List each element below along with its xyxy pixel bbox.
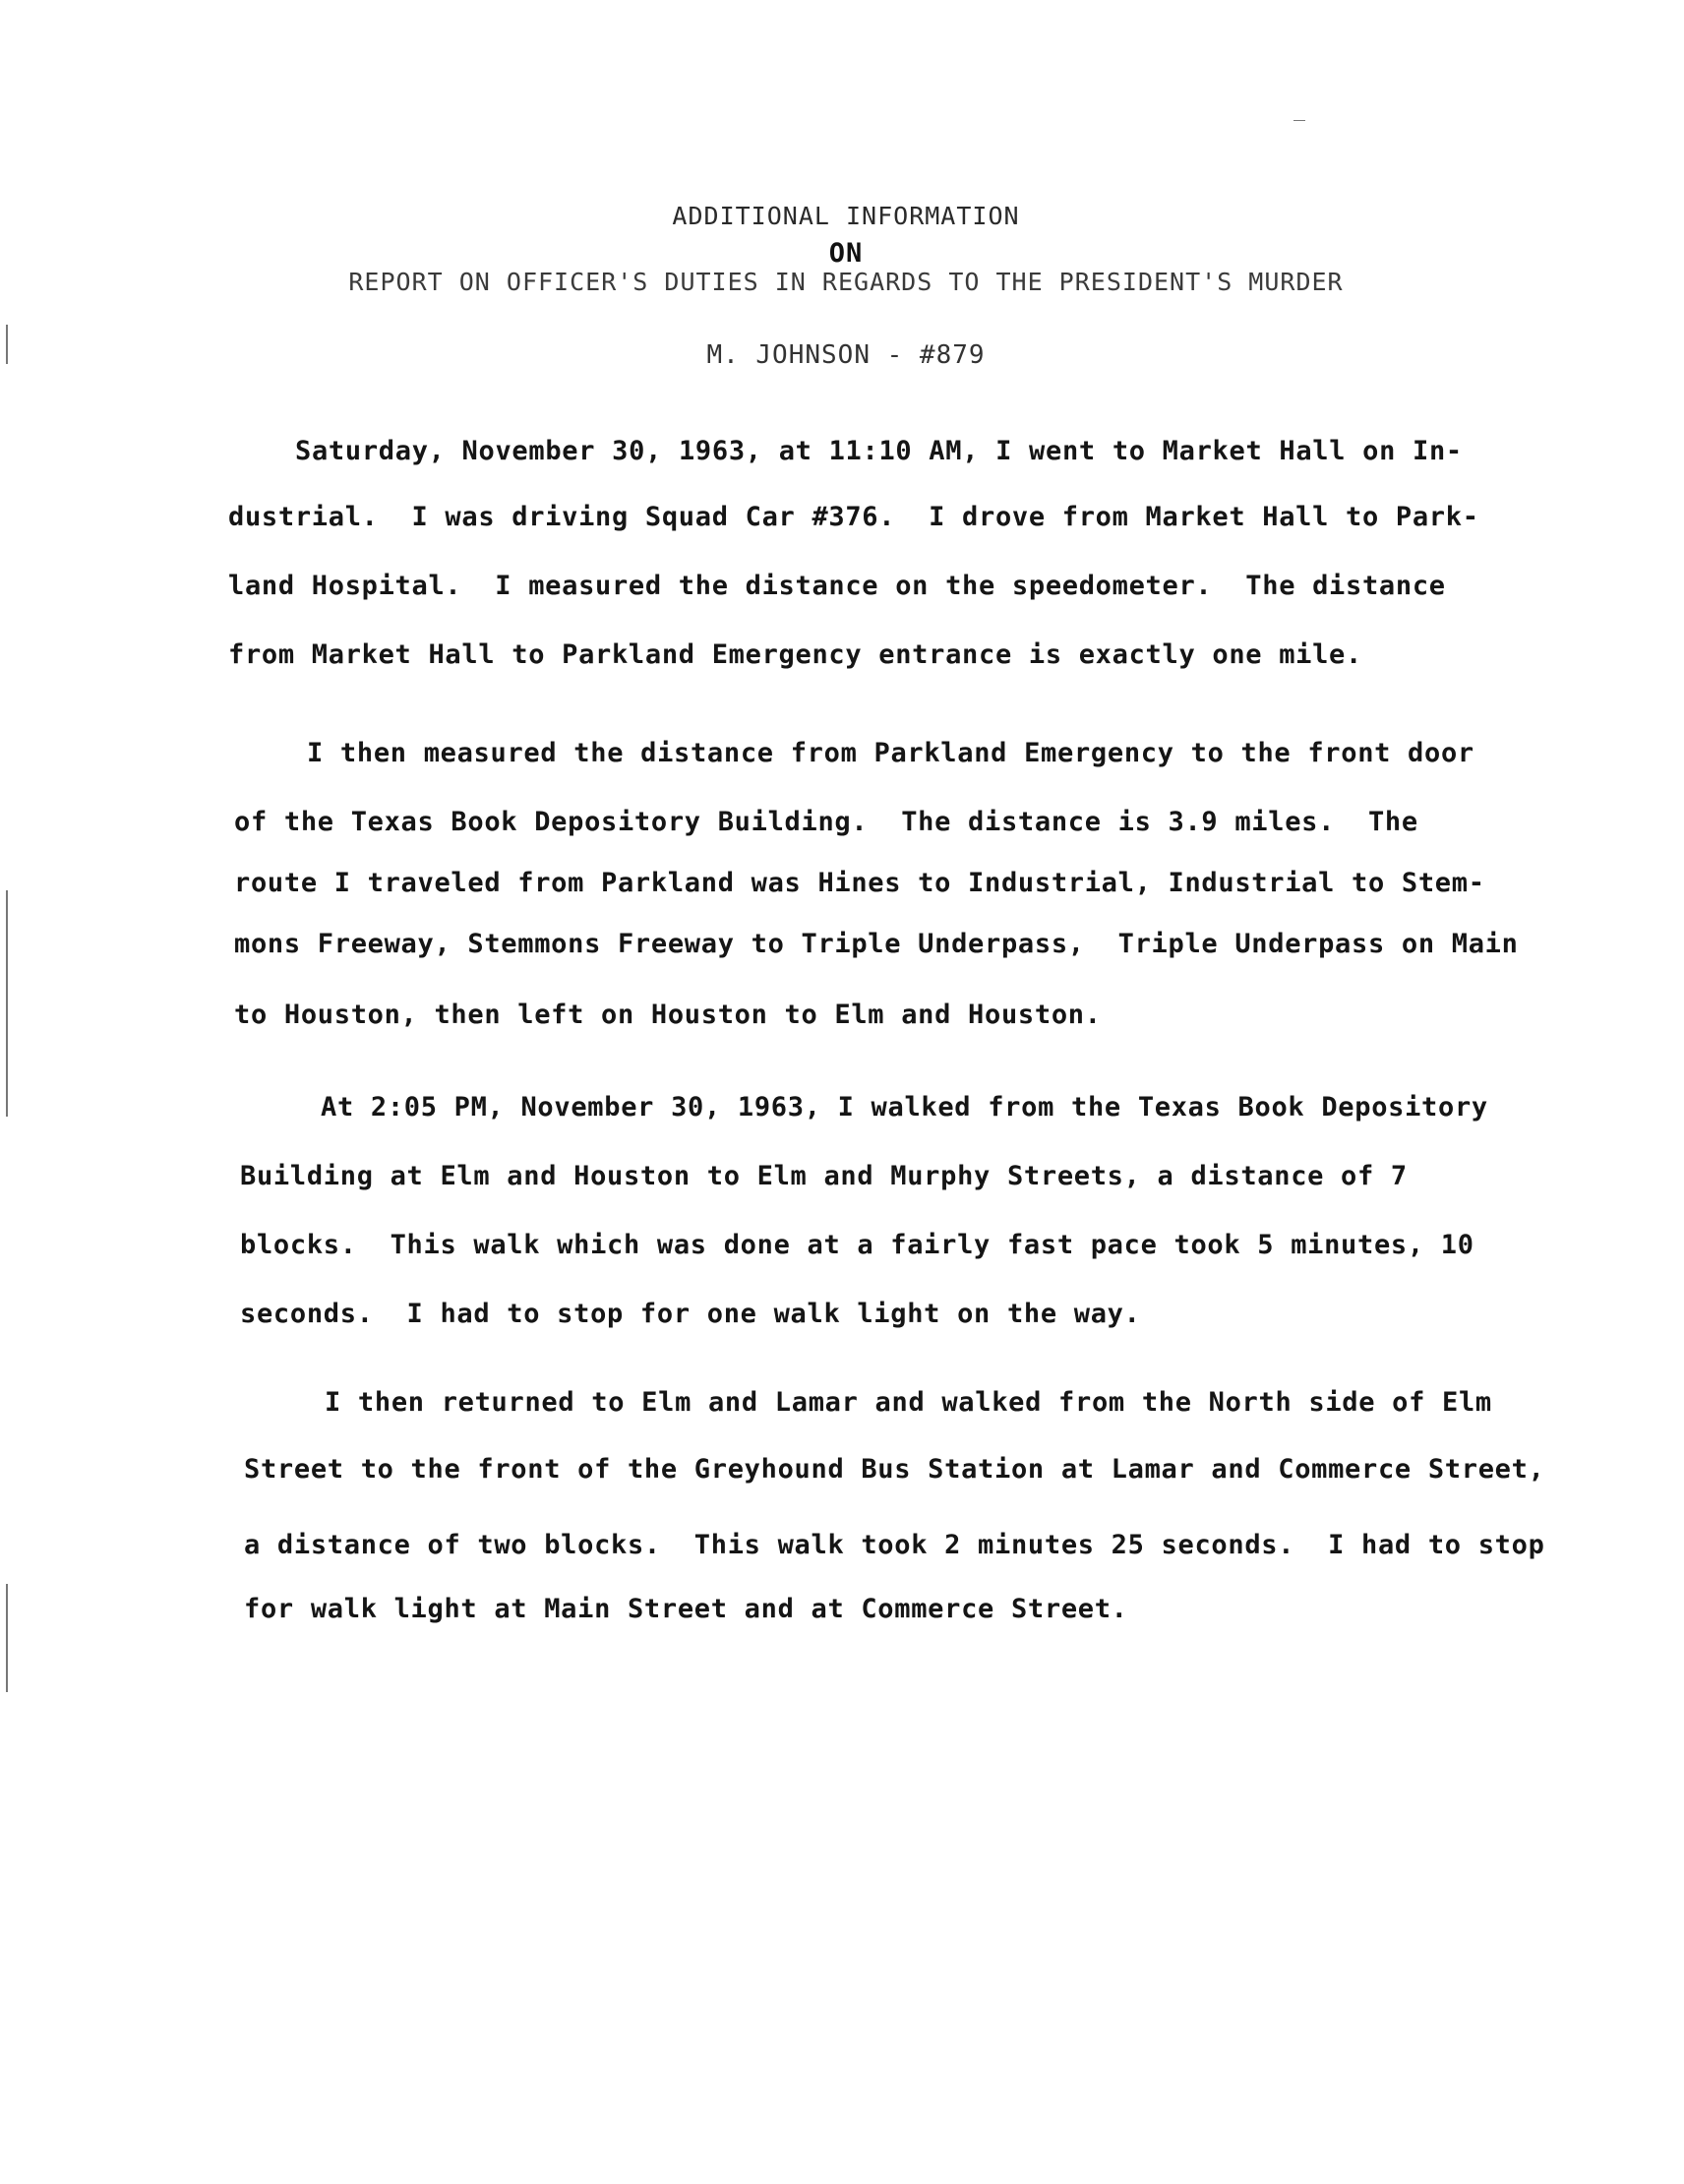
paragraph-1-line-3: land Hospital. I measured the distance on the speedometer. The distance: [228, 571, 1446, 601]
header-subject: REPORT ON OFFICER'S DUTIES IN REGARDS TO THE PRESIDENT'S MURDER: [348, 268, 1344, 296]
paragraph-4-line-3: a distance of two blocks. This walk took 2 minutes 25 seconds. I had to stop: [244, 1530, 1545, 1560]
paragraph-3-line-1: At 2:05 PM, November 30, 1963, I walked from the Texas Book Depository: [321, 1092, 1488, 1122]
paragraph-3-line-3: blocks. This walk which was done at a fairly fast pace took 5 minutes, 10: [240, 1230, 1474, 1260]
paragraph-1-line-4: from Market Hall to Parkland Emergency entrance is exactly one mile.: [228, 639, 1362, 670]
paragraph-2-line-1: I then measured the distance from Parkland Emergency to the front door: [307, 738, 1474, 768]
paragraph-2-line-3: route I traveled from Parkland was Hines to Industrial, Industrial to Stem-: [234, 868, 1485, 898]
header-title: ADDITIONAL INFORMATION: [672, 202, 1020, 230]
paragraph-2-line-5: to Houston, then left on Houston to Elm and Houston.: [234, 1000, 1102, 1030]
header-on: ON: [828, 238, 864, 269]
scan-mark: [6, 325, 8, 364]
header-officer: M. JOHNSON - #879: [706, 340, 986, 370]
paragraph-3-line-2: Building at Elm and Houston to Elm and Murphy Streets, a distance of 7: [240, 1161, 1408, 1191]
paragraph-2-line-2: of the Texas Book Depository Building. The distance is 3.9 miles. The: [234, 807, 1418, 837]
paragraph-3-line-4: seconds. I had to stop for one walk light on the way.: [240, 1299, 1141, 1329]
scan-mark: [6, 890, 8, 1117]
paragraph-4-line-4: for walk light at Main Street and at Commerce Street.: [244, 1594, 1128, 1624]
scan-mark: [6, 1584, 8, 1692]
paragraph-1-line-2: dustrial. I was driving Squad Car #376. I drove from Market Hall to Park-: [228, 502, 1479, 532]
paragraph-4-line-2: Street to the front of the Greyhound Bus Station at Lamar and Commerce Street,: [244, 1454, 1545, 1485]
paragraph-1-line-1: Saturday, November 30, 1963, at 11:10 AM, I went to Market Hall on In-: [295, 436, 1463, 466]
paragraph-4-line-1: I then returned to Elm and Lamar and walked from the North side of Elm: [325, 1387, 1492, 1418]
paragraph-2-line-4: mons Freeway, Stemmons Freeway to Triple Underpass, Triple Underpass on Main: [234, 929, 1519, 959]
scan-mark: [1293, 120, 1305, 121]
